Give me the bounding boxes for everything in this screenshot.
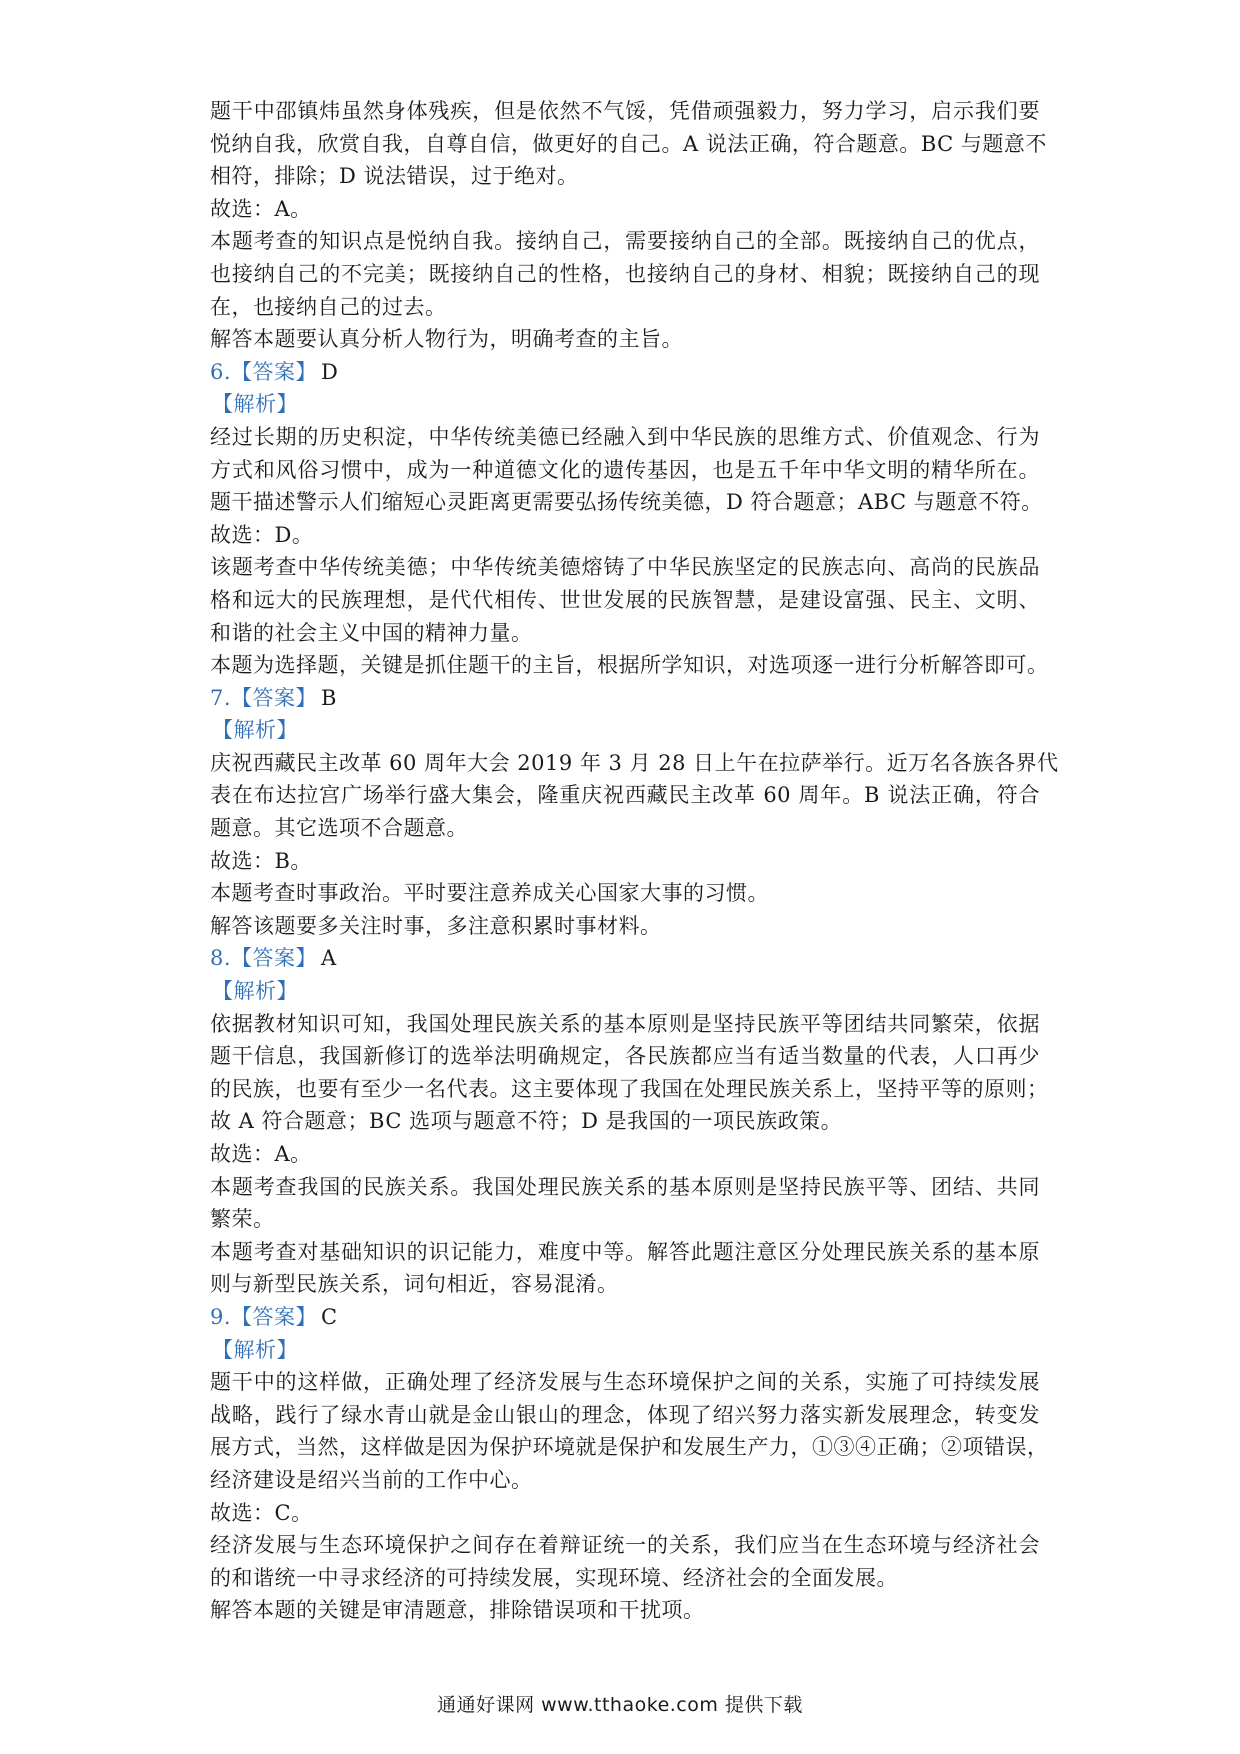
text-line: 依据教材知识可知，我国处理民族关系的基本原则是坚持民族平等团结共同繁荣，依据 <box>210 1011 1040 1036</box>
text-line: 本题考查对基础知识的识记能力，难度中等。解答此题注意区分处理民族关系的基本原 <box>210 1239 1040 1264</box>
text-line: 也接纳自己的不完美；既接纳自己的性格，也接纳自己的身材、相貌；既接纳自己的现 <box>210 261 1040 286</box>
text-line: 展方式，当然，这样做是因为保护环境就是保护和发展生产力，①③④正确；②项错误， <box>210 1435 1049 1460</box>
text-line: 故选：A。 <box>210 1142 312 1166</box>
text-line: 的和谐统一中寻求经济的可持续发展，实现环境、经济社会的全面发展。 <box>210 1565 898 1590</box>
text-line: 本题为选择题，关键是抓住题干的主旨，根据所学知识，对选项逐一进行分析解答即可。 <box>210 653 1049 678</box>
analysis-label: 【解析】 <box>212 392 298 417</box>
text-line: 解答该题要多关注时事，多注意积累时事材料。 <box>210 913 662 938</box>
text-line: 题干中的这样做，正确处理了经济发展与生态环境保护之间的关系，实施了可持续发展 <box>210 1370 1040 1395</box>
question-number: 7. <box>210 685 232 710</box>
answer-label: 【答案】 <box>231 1304 318 1329</box>
text-line: 该题考查中华传统美德；中华传统美德熔铸了中华民族坚定的民族志向、高尚的民族品 <box>210 555 1040 580</box>
text-line: 解答本题的关键是审清题意，排除错误项和干扰项。 <box>210 1598 705 1623</box>
text-line: 庆祝西藏民主改革 60 周年大会 2019 年 3 月 28 日上午在拉萨举行。近万名各族各界代 <box>210 750 1059 775</box>
question-8-block <box>210 942 1049 1301</box>
question-number: 9. <box>210 1304 232 1329</box>
text-line: 经济建设是绍兴当前的工作中心。 <box>210 1467 533 1492</box>
answer-value: D <box>321 359 339 384</box>
answer-heading <box>210 1301 1040 1334</box>
text-line: 本题考查我国的民族关系。我国处理民族关系的基本原则是坚持民族平等、团结、共同 <box>210 1174 1040 1199</box>
answer-label: 【答案】 <box>231 359 318 384</box>
text-line: 故选：B。 <box>210 848 312 873</box>
text-line: 题干中邵镇炜虽然身体残疾，但是依然不气馁，凭借顽强毅力，努力学习，启示我们要 <box>210 99 1040 123</box>
answer-value: B <box>321 685 337 710</box>
question-number: 8. <box>210 946 232 971</box>
analysis-label: 【解析】 <box>212 1337 298 1362</box>
page-footer: 通通好课网 www.tthaoke.com 提供下载 <box>437 1694 803 1716</box>
text-line: 本题考查的知识点是悦纳自我。接纳自己，需要接纳自己的全部。既接纳自己的优点， <box>210 229 1040 254</box>
text-line: 经济发展与生态环境保护之间存在着辩证统一的关系，我们应当在生态环境与经济社会 <box>210 1533 1040 1558</box>
text-line: 和谐的社会主义中国的精神力量。 <box>210 620 533 645</box>
text-line: 题干描述警示人们缩短心灵距离更需要弘扬传统美德，D 符合题意；ABC 与题意不符。 <box>210 490 1043 515</box>
answer-value: C <box>321 1304 338 1329</box>
text-line: 相符，排除；D 说法错误，过于绝对。 <box>210 164 579 189</box>
text-line: 解答本题要认真分析人物行为，明确考查的主旨。 <box>210 327 683 352</box>
text-line: 故 A 符合题意；BC 选项与题意不符；D 是我国的一项民族政策。 <box>210 1109 843 1134</box>
text-line: 繁荣。 <box>210 1207 275 1232</box>
analysis-label: 【解析】 <box>212 718 298 743</box>
text-line: 则与新型民族关系，词句相近，容易混淆。 <box>210 1272 619 1297</box>
text-line: 的民族，也要有至少一名代表。这主要体现了我国在处理民族关系上，坚持平等的原则； <box>210 1076 1049 1101</box>
answer-label: 【答案】 <box>231 946 318 971</box>
text-line: 悦纳自我，欣赏自我，自尊自信，做更好的自己。A 说法正确，符合题意。BC 与题意不 <box>210 131 1047 156</box>
question-6-block <box>210 356 1049 682</box>
text-line: 战略，践行了绿水青山就是金山银山的理念，体现了绍兴努力落实新发展理念，转变发 <box>210 1402 1040 1427</box>
text-line: 故选：A。 <box>210 196 312 221</box>
text-line: 题意。其它选项不合题意。 <box>210 816 468 841</box>
question-7-block <box>210 682 1059 943</box>
document-page <box>210 95 1059 1627</box>
text-line: 经过长期的历史积淀，中华传统美德已经融入到中华民族的思维方式、价值观念、行为 <box>210 424 1040 449</box>
text-line: 格和远大的民族理想，是代代相传、世世发展的民族智慧，是建设富强、民主、文明、 <box>210 587 1040 612</box>
intro-block <box>210 95 1047 356</box>
answer-label: 【答案】 <box>231 685 318 710</box>
text-line: 在，也接纳自己的过去。 <box>210 294 447 319</box>
question-9-block <box>210 1301 1049 1627</box>
text-line: 本题考查时事政治。平时要注意养成关心国家大事的习惯。 <box>210 881 769 906</box>
answer-heading <box>210 942 1040 975</box>
text-line: 表在布达拉宫广场举行盛大集会，隆重庆祝西藏民主改革 60 周年。B 说法正确，符合 <box>210 783 1040 808</box>
text-line: 题干信息，我国新修订的选举法明确规定，各民族都应当有适当数量的代表，人口再少 <box>210 1044 1040 1069</box>
answer-heading <box>210 356 1040 389</box>
answer-value: A <box>321 946 337 971</box>
text-line: 方式和风俗习惯中，成为一种道德文化的遗传基因，也是五千年中华文明的精华所在。 <box>210 457 1040 482</box>
text-line: 故选：D。 <box>210 522 314 547</box>
question-number: 6. <box>210 359 232 384</box>
analysis-label: 【解析】 <box>212 979 298 1004</box>
answer-heading <box>210 682 1040 715</box>
text-line: 故选：C。 <box>210 1500 313 1525</box>
